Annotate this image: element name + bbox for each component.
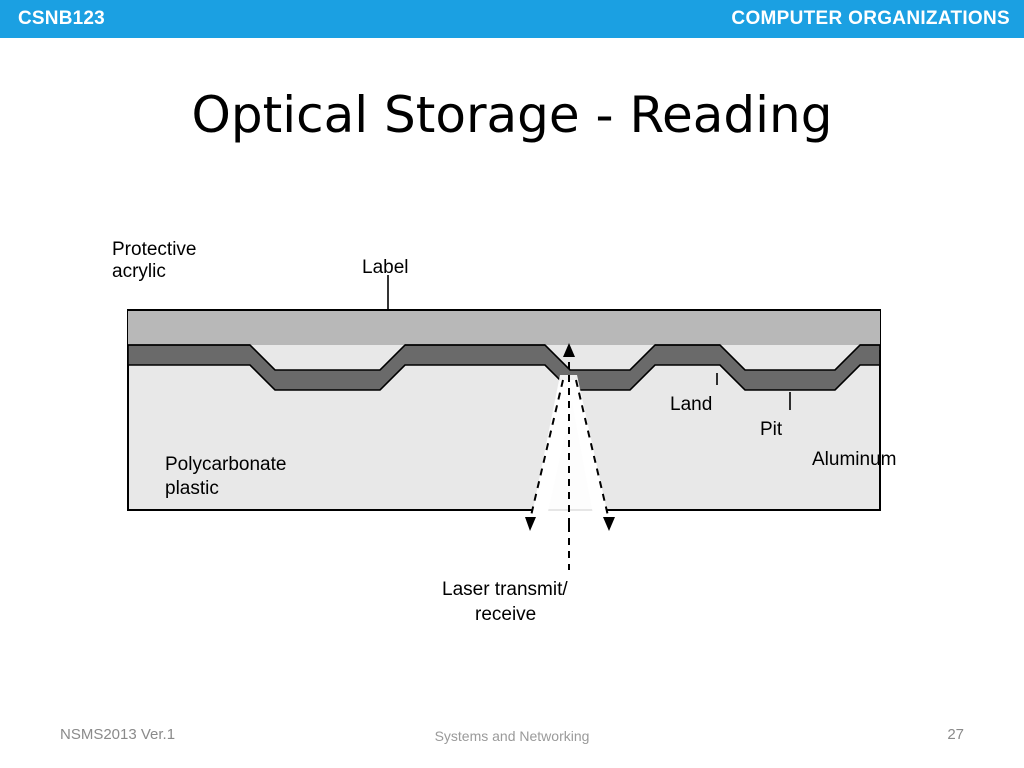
label-polycarbonate-line2: plastic: [165, 478, 219, 499]
slide-footer: [0, 726, 1024, 746]
course-code: CSNB123: [18, 8, 105, 29]
slide-header-bar: [0, 0, 1024, 38]
label-protective-acrylic-line2: acrylic: [112, 261, 166, 282]
label-land: Land: [670, 394, 713, 415]
label-aluminum: Aluminum: [812, 449, 897, 470]
label-label: Label: [362, 257, 409, 278]
label-pit: Pit: [760, 419, 783, 440]
label-protective-acrylic-line1: Protective: [112, 239, 197, 260]
label-laser-line2: receive: [475, 604, 537, 625]
course-title: COMPUTER ORGANIZATIONS: [731, 8, 1010, 29]
label-laser-line1: Laser transmit/: [442, 579, 568, 600]
footer-subject: Systems and Networking: [434, 728, 590, 744]
label-polycarbonate-line1: Polycarbonate: [165, 454, 287, 475]
footer-version: NSMS2013 Ver.1: [60, 726, 176, 743]
optical-disc-diagram: [90, 225, 940, 645]
page-number: 27: [947, 726, 964, 743]
page-title: Optical Storage - Reading: [191, 86, 833, 144]
